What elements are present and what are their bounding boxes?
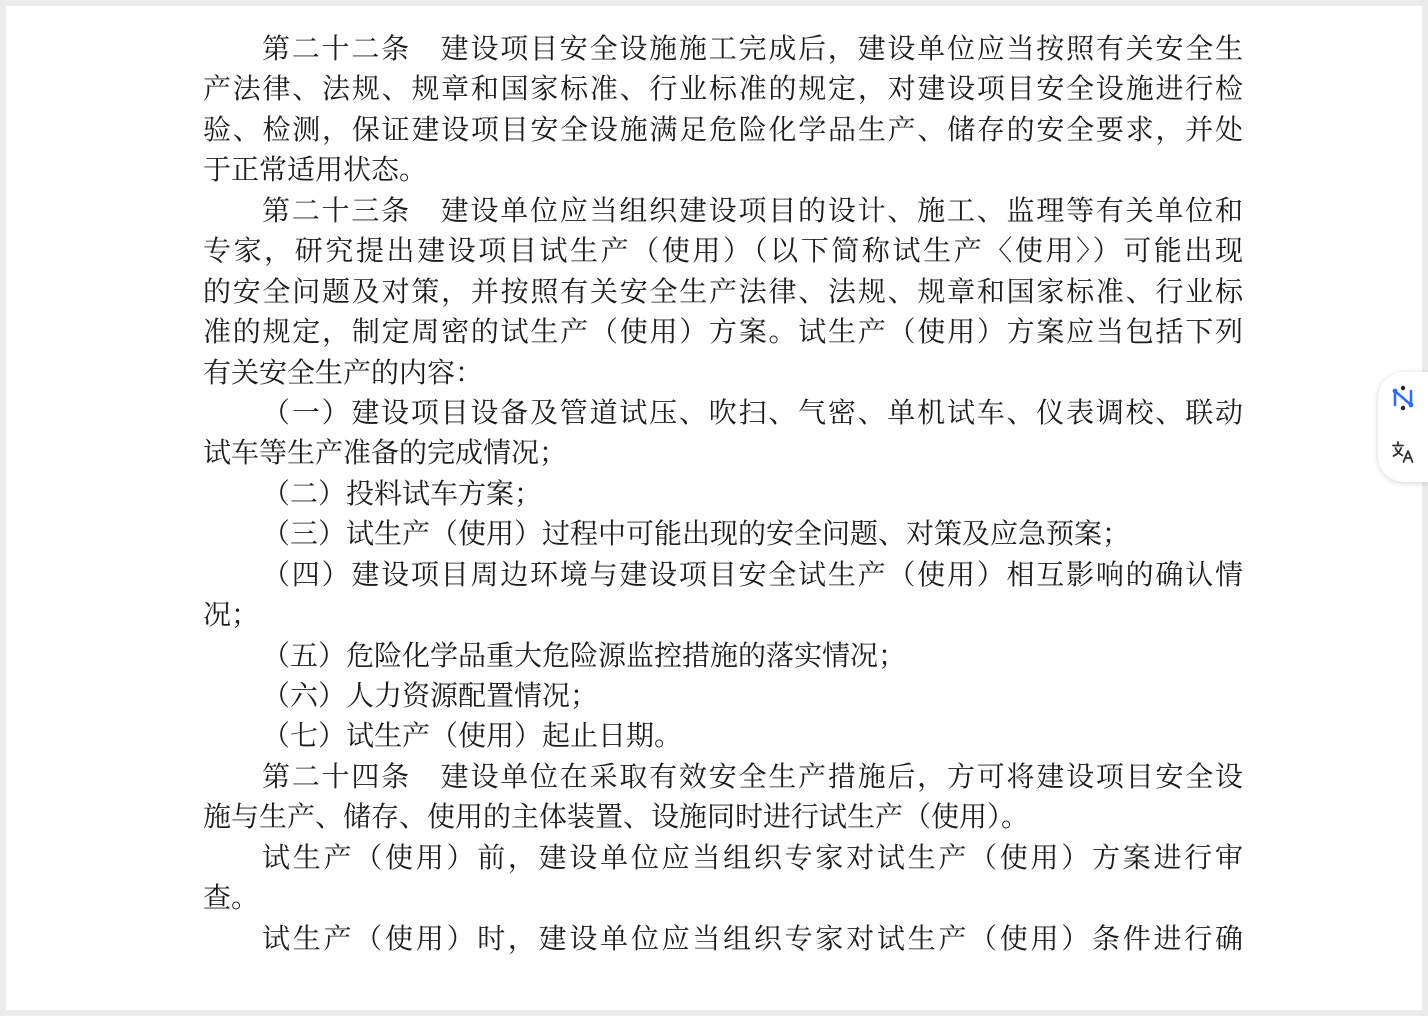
- text-line: 专家，研究提出建设项目试生产（使用）（以下简称试生产〈使用〉）可能出现: [203, 234, 1243, 268]
- text-line: （一）建设项目设备及管道试压、吹扫、气密、单机试车、仪表调校、联动: [262, 395, 1243, 429]
- article-label: 第二十三条: [262, 193, 411, 227]
- list-item-2: [203, 474, 1243, 514]
- text-line: 验、检测，保证建设项目安全设施满足危险化学品生产、储存的安全要求，并处: [203, 112, 1243, 146]
- ai-graph-button[interactable]: [1378, 374, 1428, 426]
- article-label: 第二十二条: [262, 32, 411, 65]
- list-item-7: [203, 716, 1243, 756]
- text-line: 产法律、法规、规章和国家标准、行业标准的规定，对建设项目安全设施进行检: [203, 72, 1243, 106]
- text-line: （三）试生产（使用）过程中可能出现的安全问题、对策及应急预案；: [262, 517, 1131, 551]
- text-line: [203, 29, 1243, 69]
- list-item-1: [203, 393, 1243, 474]
- text-line: 试车等生产准备的完成情况；: [203, 436, 568, 470]
- text-line: （五）危险化学品重大危险源监控措施的落实情况；: [262, 638, 907, 672]
- paragraph: [203, 838, 1243, 919]
- translate-icon: [1390, 439, 1416, 469]
- text-line: 试生产（使用）时，建设单位应当组织专家对试生产（使用）条件进行确: [262, 921, 1243, 955]
- text-line: 况；: [203, 598, 260, 632]
- line-text: 建设单位在采取有效安全生产措施后，方可将建设项目安全设: [410, 759, 1243, 793]
- line-text: 建设项目安全设施施工完成后，建设单位应当按照有关安全生: [410, 32, 1243, 65]
- list-item-6: [203, 676, 1243, 716]
- article-label: 第二十四条: [262, 759, 411, 793]
- list-item-5: [203, 636, 1243, 676]
- text-line: 施与生产、储存、使用的主体装置、设施同时进行试生产（使用）。: [203, 800, 1030, 834]
- line-text: 建设单位应当组织建设项目的设计、施工、监理等有关单位和: [410, 193, 1243, 227]
- article-24: [203, 757, 1243, 838]
- text-line: 查。: [203, 881, 260, 915]
- text-line: （二）投料试车方案；: [262, 476, 543, 510]
- list-item-3: [203, 514, 1243, 554]
- article-23: [203, 191, 1243, 393]
- text-line: [203, 757, 1243, 797]
- document-body: [203, 29, 1243, 959]
- article-22: [203, 29, 1243, 191]
- text-line: （四）建设项目周边环境与建设项目安全试生产（使用）相互影响的确认情: [262, 557, 1243, 591]
- side-toolbar: [1378, 372, 1428, 482]
- translate-button[interactable]: [1378, 428, 1428, 480]
- text-line: [203, 191, 1243, 231]
- text-line: 准的规定，制定周密的试生产（使用）方案。试生产（使用）方案应当包括下列: [203, 315, 1243, 349]
- text-line: 的安全问题及对策，并按照有关安全生产法律、法规、规章和国家标准、行业标: [203, 274, 1243, 308]
- paragraph: [203, 919, 1243, 959]
- list-item-4: [203, 555, 1243, 636]
- text-line: 试生产（使用）前，建设单位应当组织专家对试生产（使用）方案进行审: [262, 840, 1243, 874]
- text-line: （七）试生产（使用）起止日期。: [262, 719, 683, 753]
- text-line: 于正常适用状态。: [203, 153, 428, 187]
- text-line: 有关安全生产的内容：: [203, 355, 484, 389]
- text-line: （六）人力资源配置情况；: [262, 679, 599, 712]
- ai-graph-icon: [1389, 384, 1417, 416]
